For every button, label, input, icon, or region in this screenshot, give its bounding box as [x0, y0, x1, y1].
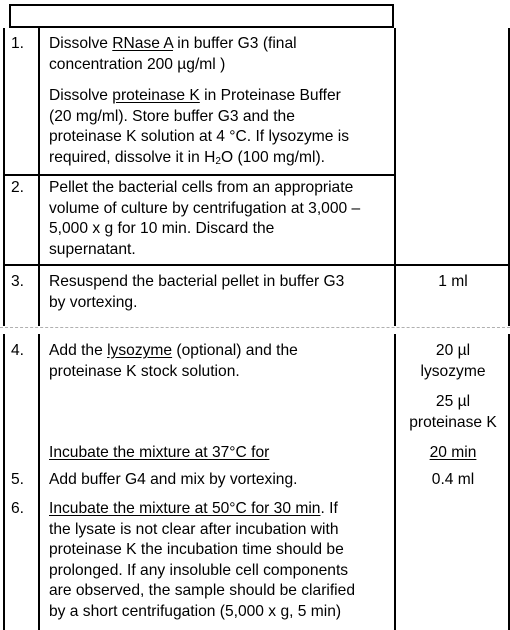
page-break-line: [0, 327, 510, 328]
step-number: 6.: [11, 500, 25, 517]
step-number: 1.: [11, 35, 25, 52]
header-box: [9, 4, 394, 28]
step-4-incubate-text: Incubate the mixture at 37°C for: [49, 444, 270, 461]
step-4-lysozyme-amount: 20 µl lysozyme: [420, 342, 486, 380]
row-divider-1: [3, 174, 395, 176]
step-number: 4.: [11, 342, 25, 359]
step-6-text: Incubate the mixture at 50°C for 30 min. If the lysate is not clear after incubation with proteinase K the incubation time should be prolonged. If any insoluble cell components are observed, the sample should be clarified by a short centrifugation (5,000 x g, 5 min): [49, 500, 355, 620]
step-1-proteinase-text: Dissolve proteinase K in Proteinase Buffer (20 mg/ml). Store buffer G3 and the proteinase K solution at 4 °C. If lysozyme is required, dissolve it in $H_2O$ (100 mg/ml).: [49, 87, 350, 167]
step-4-text: Add the lysozyme (optional) and the proteinase K stock solution.: [49, 342, 298, 380]
step-1-rnase-text: Dissolve RNase A in buffer G3 (final concentration 200 µg/ml ): [49, 35, 297, 73]
left-border: [3, 28, 5, 326]
step-number: 5.: [11, 471, 25, 488]
number-column-divider-lower: [38, 334, 40, 630]
step-3-amount: 1 ml: [438, 273, 468, 290]
number-column-divider: [38, 28, 40, 326]
step-5-text: Add buffer G4 and mix by vortexing.: [49, 471, 298, 488]
step-number: 2.: [11, 179, 25, 196]
row-divider-2: [3, 264, 509, 266]
step-3-text: Resuspend the bacterial pellet in buffer G3 by vortexing.: [49, 273, 345, 311]
left-border-lower: [3, 334, 5, 630]
step-5-amount: 0.4 ml: [431, 471, 475, 488]
step-4-incubate-amount: 20 min: [429, 444, 477, 461]
step-4-proteinase-amount: 25 µl proteinase K: [409, 393, 497, 431]
step-2-text: Pellet the bacterial cells from an appropriate volume of culture by centrifugation at 3,000 – 5,000 x g for 10 min. Discard the supernatant.: [49, 179, 361, 258]
step-number: 3.: [11, 273, 25, 290]
